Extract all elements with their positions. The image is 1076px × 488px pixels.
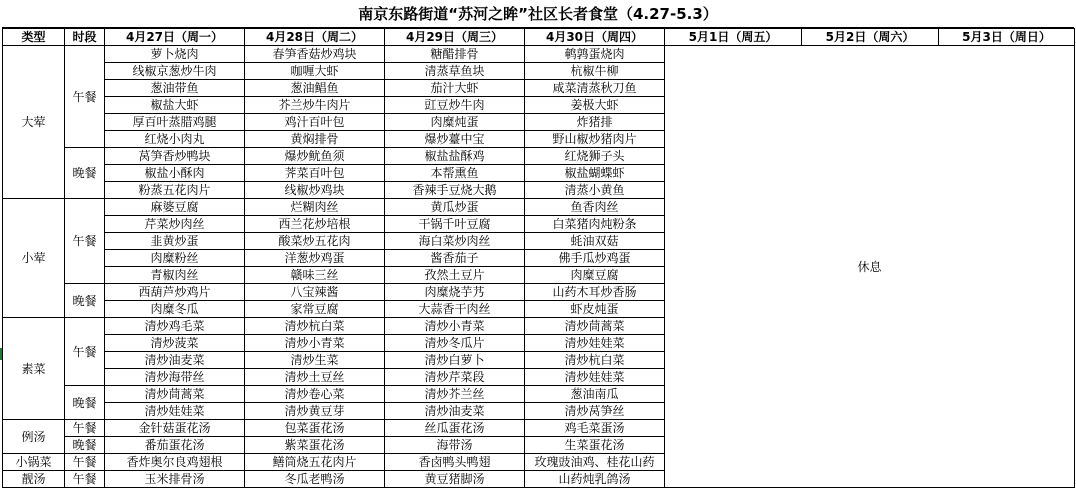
dish-cell: 香辣手豆烧大鹅 [385, 182, 525, 199]
dish-cell: 清炒土豆丝 [245, 369, 385, 386]
dish-cell: 紫菜蛋花汤 [245, 437, 385, 454]
header-day-3: 4月29日（周三） [385, 29, 525, 46]
dish-cell: 清炒海带丝 [105, 369, 245, 386]
category-cell: 大荤 [3, 46, 65, 199]
header-row [3, 29, 1075, 46]
dish-cell: 清炒油麦菜 [385, 403, 525, 420]
header-day-5: 5月1日（周五） [665, 29, 802, 46]
header-day-6: 5月2日（周六） [802, 29, 939, 46]
dish-cell: 清炒油麦菜 [105, 352, 245, 369]
dish-cell: 干锅千叶豆腐 [385, 216, 525, 233]
meal-slot-cell: 午餐 [65, 199, 105, 284]
dish-cell: 豇豆炒牛肉 [385, 97, 525, 114]
dish-cell: 山药炖乳鸽汤 [525, 471, 665, 488]
dish-cell: 清炒莴笋丝 [525, 403, 665, 420]
dish-cell: 赣味三丝 [245, 267, 385, 284]
dish-cell: 清炒鸡毛菜 [105, 318, 245, 335]
dish-cell: 生菜蛋花汤 [525, 437, 665, 454]
dish-cell: 青椒肉丝 [105, 267, 245, 284]
dish-cell: 糖醋排骨 [385, 46, 525, 63]
meal-slot-cell: 午餐 [65, 46, 105, 148]
dish-cell: 黄豆猪脚汤 [385, 471, 525, 488]
dish-cell: 爆炒薹中宝 [385, 131, 525, 148]
dish-cell: 清炒杭白菜 [525, 352, 665, 369]
category-cell: 素菜 [3, 318, 65, 420]
dish-cell: 椒盐大虾 [105, 97, 245, 114]
dish-cell: 丝瓜蛋花汤 [385, 420, 525, 437]
header-day-2: 4月28日（周二） [245, 29, 385, 46]
dish-cell: 鸡汁百叶包 [245, 114, 385, 131]
dish-cell: 鱼香肉丝 [525, 199, 665, 216]
dish-cell: 清炒白萝卜 [385, 352, 525, 369]
meal-slot-cell: 晚餐 [65, 148, 105, 199]
dish-cell: 椒盐小酥肉 [105, 165, 245, 182]
dish-cell: 爆炒鱿鱼须 [245, 148, 385, 165]
header-day-1: 4月27日（周一） [105, 29, 245, 46]
dish-cell: 金针菇蛋花汤 [105, 420, 245, 437]
dish-cell: 玫瑰豉油鸡、桂花山药 [525, 454, 665, 471]
dish-cell: 野山椒炒猪肉片 [525, 131, 665, 148]
dish-cell: 咸菜清蒸秋刀鱼 [525, 80, 665, 97]
dish-cell: 香卤鸭头鸭翅 [385, 454, 525, 471]
meal-slot-cell: 午餐 [65, 471, 105, 488]
dish-cell: 炸猪排 [525, 114, 665, 131]
dish-cell: 肉糜豆腐 [525, 267, 665, 284]
dish-cell: 清炒菠菜 [105, 335, 245, 352]
dish-cell: 咖喱大虾 [245, 63, 385, 80]
dish-cell: 葱油南瓜 [525, 386, 665, 403]
header-day-4: 4月30日（周四） [525, 29, 665, 46]
dish-cell: 葱油鲳鱼 [245, 80, 385, 97]
dish-cell: 洋葱炒鸡蛋 [245, 250, 385, 267]
row-selection-marker [0, 348, 2, 360]
category-cell: 靓汤 [3, 471, 65, 488]
meal-slot-cell: 午餐 [65, 318, 105, 386]
dish-cell: 八宝辣酱 [245, 284, 385, 301]
dish-cell: 西葫芦炒鸡片 [105, 284, 245, 301]
table-row [3, 46, 1075, 63]
dish-cell: 肉糜炖蛋 [385, 114, 525, 131]
dish-cell: 黄瓜炒蛋 [385, 199, 525, 216]
dish-cell: 清蒸草鱼块 [385, 63, 525, 80]
dish-cell: 杭椒牛柳 [525, 63, 665, 80]
dish-cell: 萝卜烧肉 [105, 46, 245, 63]
dish-cell: 海白菜炒肉丝 [385, 233, 525, 250]
dish-cell: 清炒茼蒿菜 [525, 318, 665, 335]
dish-cell: 大蒜香干肉丝 [385, 301, 525, 318]
dish-cell: 蚝油双菇 [525, 233, 665, 250]
menu-sheet [2, 2, 1074, 488]
dish-cell: 玉米排骨汤 [105, 471, 245, 488]
meal-slot-cell: 晚餐 [65, 386, 105, 420]
dish-cell: 鸡毛菜蛋汤 [525, 420, 665, 437]
dish-cell: 清炒娃娃菜 [525, 369, 665, 386]
dish-cell: 肉糜粉丝 [105, 250, 245, 267]
dish-cell: 海带汤 [385, 437, 525, 454]
dish-cell: 清炒生菜 [245, 352, 385, 369]
dish-cell: 椒盐盐酥鸡 [385, 148, 525, 165]
dish-cell: 厚百叶蒸腊鸡腿 [105, 114, 245, 131]
dish-cell: 芥兰炒牛肉片 [245, 97, 385, 114]
meal-slot-cell: 午餐 [65, 454, 105, 471]
sheet-title: 南京东路街道“苏河之眸”社区长者食堂（4.27-5.3） [2, 2, 1074, 28]
dish-cell: 清炒娃娃菜 [525, 335, 665, 352]
dish-cell: 包菜蛋花汤 [245, 420, 385, 437]
meal-slot-cell: 晚餐 [65, 437, 105, 454]
dish-cell: 酸菜炒五花肉 [245, 233, 385, 250]
dish-cell: 家常豆腐 [245, 301, 385, 318]
menu-table [2, 28, 1075, 488]
meal-slot-cell: 晚餐 [65, 284, 105, 318]
rest-cell: 休息 [665, 46, 1075, 488]
dish-cell: 线椒炒鸡块 [245, 182, 385, 199]
dish-cell: 西兰花炒培根 [245, 216, 385, 233]
dish-cell: 清炒娃娃菜 [105, 403, 245, 420]
dish-cell: 鹌鹑蛋烧肉 [525, 46, 665, 63]
dish-cell: 芹菜炒肉丝 [105, 216, 245, 233]
dish-cell: 莴笋香炒鸭块 [105, 148, 245, 165]
dish-cell: 麻婆豆腐 [105, 199, 245, 216]
header-day-7: 5月3日（周日） [939, 29, 1075, 46]
dish-cell: 酱香茄子 [385, 250, 525, 267]
dish-cell: 清炒茼蒿菜 [105, 386, 245, 403]
dish-cell: 虾皮炖蛋 [525, 301, 665, 318]
dish-cell: 清炒冬瓜片 [385, 335, 525, 352]
dish-cell: 山药木耳炒香肠 [525, 284, 665, 301]
dish-cell: 佛手瓜炒鸡蛋 [525, 250, 665, 267]
dish-cell: 清炒小青菜 [385, 318, 525, 335]
header-slot: 时段 [65, 29, 105, 46]
dish-cell: 鳝筒烧五花肉片 [245, 454, 385, 471]
dish-cell: 烂糊肉丝 [245, 199, 385, 216]
dish-cell: 春笋香菇炒鸡块 [245, 46, 385, 63]
category-cell: 例汤 [3, 420, 65, 454]
header-type: 类型 [3, 29, 65, 46]
dish-cell: 清炒芥兰丝 [385, 386, 525, 403]
meal-slot-cell: 午餐 [65, 420, 105, 437]
dish-cell: 椒盐蝴蝶虾 [525, 165, 665, 182]
dish-cell: 肉糜烧芋艿 [385, 284, 525, 301]
dish-cell: 粉蒸五花肉片 [105, 182, 245, 199]
dish-cell: 清炒小青菜 [245, 335, 385, 352]
dish-cell: 荠菜百叶包 [245, 165, 385, 182]
dish-cell: 肉糜冬瓜 [105, 301, 245, 318]
dish-cell: 葱油带鱼 [105, 80, 245, 97]
dish-cell: 清炒芹菜段 [385, 369, 525, 386]
dish-cell: 白菜猪肉炖粉条 [525, 216, 665, 233]
dish-cell: 清炒杭白菜 [245, 318, 385, 335]
category-cell: 小荤 [3, 199, 65, 318]
dish-cell: 本帮熏鱼 [385, 165, 525, 182]
dish-cell: 番茄蛋花汤 [105, 437, 245, 454]
menu-body [3, 46, 1075, 488]
category-cell: 小锅菜 [3, 454, 65, 471]
dish-cell: 红烧小肉丸 [105, 131, 245, 148]
dish-cell: 清炒黄豆芽 [245, 403, 385, 420]
dish-cell: 茄汁大虾 [385, 80, 525, 97]
dish-cell: 红烧狮子头 [525, 148, 665, 165]
dish-cell: 姜极大虾 [525, 97, 665, 114]
dish-cell: 清蒸小黄鱼 [525, 182, 665, 199]
dish-cell: 黄焖排骨 [245, 131, 385, 148]
dish-cell: 清炒卷心菜 [245, 386, 385, 403]
dish-cell: 孜然土豆片 [385, 267, 525, 284]
dish-cell: 线椒京葱炒牛肉 [105, 63, 245, 80]
dish-cell: 冬瓜老鸭汤 [245, 471, 385, 488]
dish-cell: 香炸奥尔良鸡翅根 [105, 454, 245, 471]
dish-cell: 韭黄炒蛋 [105, 233, 245, 250]
